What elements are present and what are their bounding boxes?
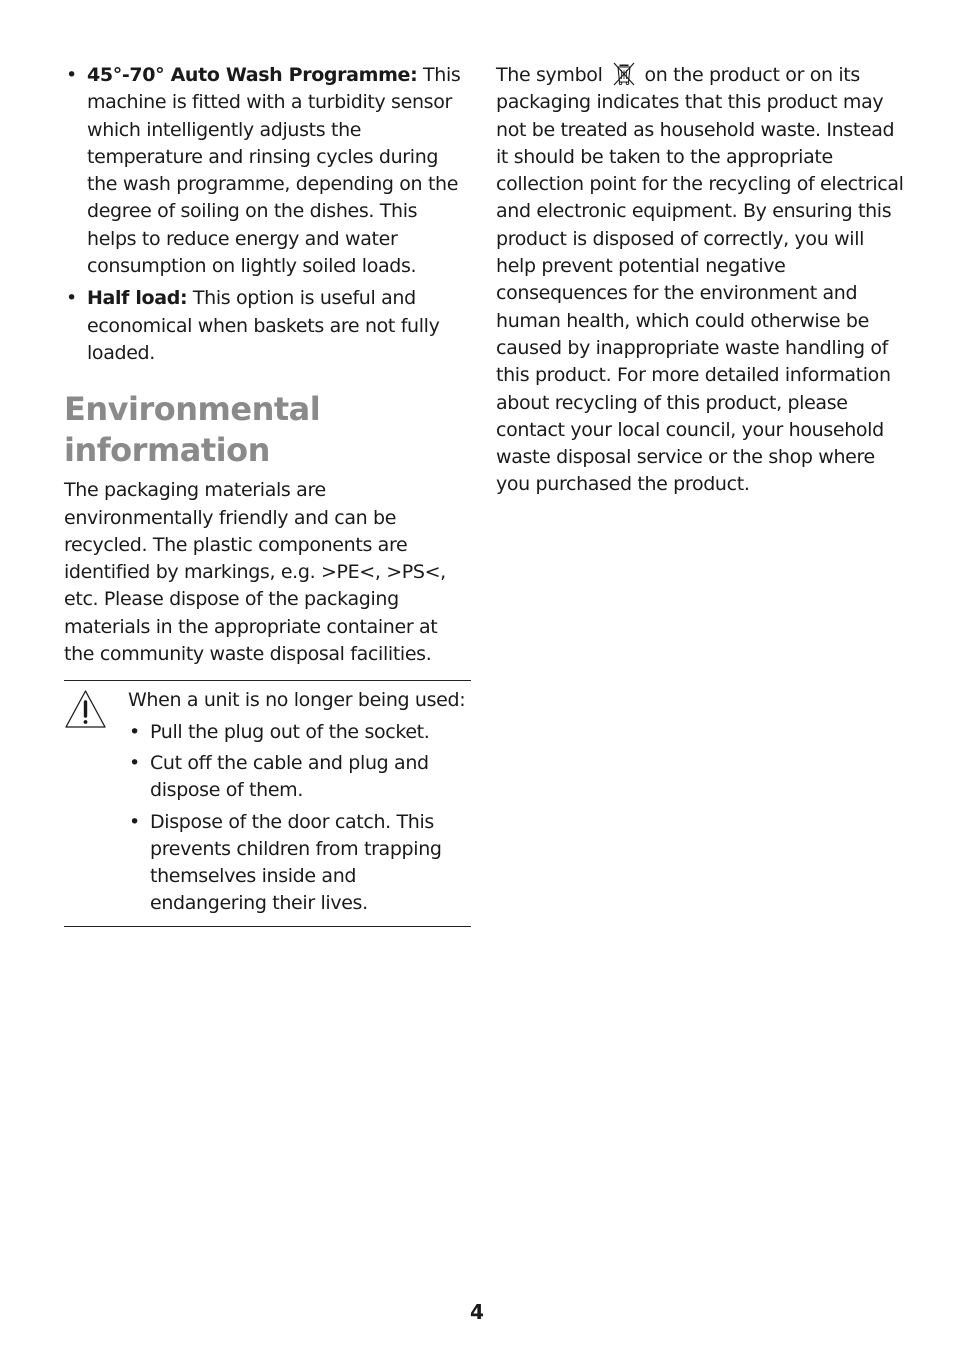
warning-lead: When a unit is no longer being used:	[128, 689, 466, 712]
warning-triangle-icon	[64, 689, 107, 729]
weee-text-before: The symbol	[496, 64, 603, 86]
section-heading: Environmental information	[64, 390, 321, 470]
page-number: 4	[470, 1300, 484, 1324]
weee-paragraph	[496, 62, 908, 499]
feature-title: 45°-70° Auto Wash Programme:	[87, 64, 418, 86]
left-column	[64, 62, 471, 927]
warning-item	[128, 750, 471, 805]
crossed-out-wheelie-bin-icon	[611, 62, 637, 86]
feature-list	[64, 62, 471, 367]
feature-text: This machine is fitted with a turbidity sensor which intelligently adjusts the temperature and rinsing cycles during the wash programme, depending on the degree of soiling on the dishes. This helps to reduce energy and water consumption on lightly soiled loads.	[87, 64, 461, 278]
warning-item	[128, 719, 471, 746]
warning-item-text: Cut off the cable and plug and dispose of them.	[150, 751, 429, 802]
feature-item-auto-wash	[64, 62, 471, 280]
feature-title: Half load:	[87, 287, 188, 310]
warning-item-text: Dispose of the door catch. This prevents children from trapping themselves inside and endangering their lives.	[150, 810, 442, 915]
warning-item	[128, 809, 471, 918]
feature-item-half-load	[64, 285, 471, 367]
packaging-paragraph: The packaging materials are environmentally friendly and can be recycled. The plastic components are identified by markings, e.g. >PE<, >PS<, etc. Please dispose of the packaging materials in the appropriate container at the community waste disposal facilities.	[64, 479, 446, 666]
bullet: •	[129, 751, 140, 774]
bullet: •	[66, 64, 77, 86]
feature-text: This option is useful and economical when baskets are not fully loaded.	[87, 287, 440, 364]
bullet: •	[129, 720, 140, 743]
bullet: •	[66, 287, 77, 310]
warning-item-text: Pull the plug out of the socket.	[150, 720, 430, 743]
warning-box	[64, 680, 471, 926]
right-column	[496, 62, 908, 499]
warning-list	[128, 719, 471, 918]
bullet: •	[129, 810, 140, 833]
weee-text-after: on the product or on its packaging indicates that this product may not be treated as household waste. Instead it should be taken to the appropriate collection point for the recycling of electrical and electronic equipment. By ensuring this product is disposed of correctly, you will help prevent potential negative consequences for the environment and human health, which could otherwise be caused by inappropriate waste handling of this product. For more detailed information about recycling of this product, please contact your local council, your household waste disposal service or the shop where you purchased the product.	[496, 64, 904, 496]
